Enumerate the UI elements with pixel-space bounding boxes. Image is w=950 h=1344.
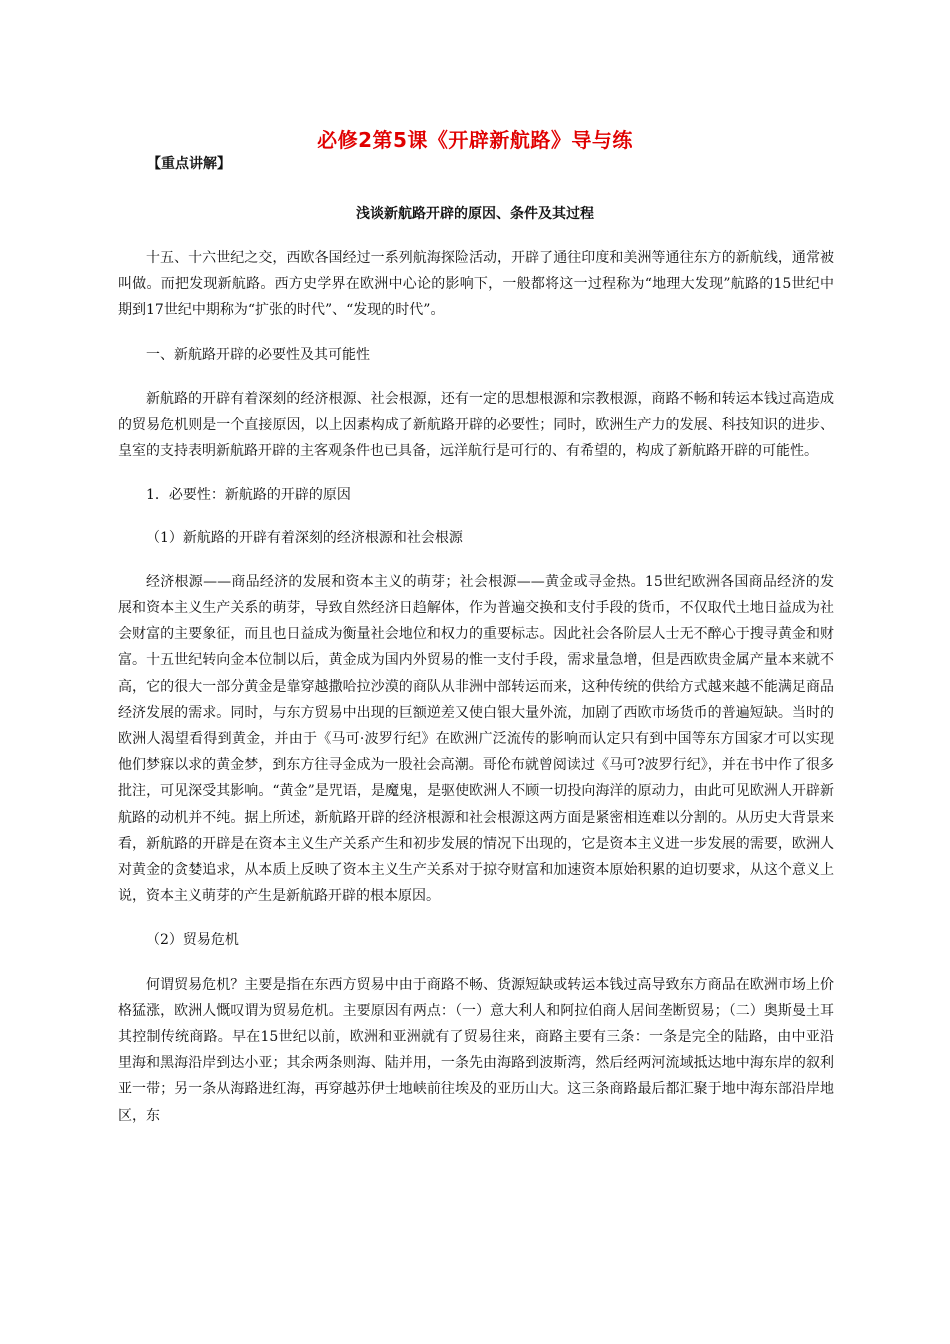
heading-necessity-possibility: 一、新航路开辟的必要性及其可能性 [146, 346, 370, 363]
paragraph-intro: 十五、十六世纪之交，西欧各国经过一系列航海探险活动，开辟了通往印度和美洲等通往东方的新航线，通常被叫做。而把发现新航路。西方史学界在欧洲中心论的影响下，一般都将这一过程称为“地理大发现”航路的15世纪中期到17世纪中期称为“扩张的时代”、“发现的时代”。 [118, 250, 834, 319]
article-subtitle: 浅谈新航路开辟的原因、条件及其过程 [356, 206, 594, 222]
heading-economic-social-roots: （1）新航路的开辟有着深刻的经济根源和社会根源 [146, 529, 463, 546]
paragraph-trade-crisis: 何谓贸易危机？主要是指在东西方贸易中由于商路不畅、货源短缺或转运本钱过高导致东方商品在欧洲市场上价格猛涨，欧洲人慨叹谓为贸易危机。主要原因有两点：（一）意大利人和阿拉伯商人居间垄断贸易；（二）奥斯曼土耳其控制传统商路。早在15世纪以前，欧洲和亚洲就有了贸易往来，商路主要有三条：一条是完全的陆路，由中亚沿里海和黑海沿岸到达小亚；其余两条则海、陆并用，一条先由海路到波斯湾，然后经两河流域抵达地中海东岸的叙利亚一带；另一条从海路进红海，再穿越苏伊士地峡前往埃及的亚历山大。这三条商路最后都汇聚于地中海东部沿岸地区，东 [118, 976, 834, 1124]
paragraph-overview: 新航路的开辟有着深刻的经济根源、社会根源，还有一定的思想根源和宗教根源，商路不畅和转运本钱过高造成的贸易危机则是一个直接原因，以上因素构成了新航路开辟的必要性；同时，欧洲生产力的发展、科技知识的进步、皇室的支持表明新航路开辟的主客观条件也已具备，远洋航行是可行的、有希望的，构成了新航路开辟的可能性。 [118, 390, 834, 460]
section-label: 【重点讲解】 [147, 156, 231, 172]
heading-trade-crisis: （2）贸易危机 [146, 932, 239, 949]
document-title: 必修2第5课《开辟新航路》导与练 [317, 128, 633, 152]
article-body [118, 245, 834, 1129]
paragraph-economic-social: 经济根源——商品经济的发展和资本主义的萌芽；社会根源——黄金或寻金热。15世纪欧洲各国商品经济的发展和资本主义生产关系的萌芽，导致自然经济日趋解体，作为普遍交换和支付手段的货币，不仅取代土地日益成为社会财富的主要象征，而且也日益成为衡量社会地位和权力的重要标志。因此社会各阶层人士无不醉心于搜寻黄金和财富。十五世纪转向金本位制以后，黄金成为国内外贸易的惟一支付手段，需求量急增，但是西欧贵金属产量本来就不高，它的很大一部分黄金是靠穿越撒哈拉沙漠的商队从非洲中部转运而来，这种传统的供给方式越来越不能满足商品经济发展的需求。同时，与东方贸易中出现的巨额逆差又使白银大量外流，加剧了西欧市场货币的普遍短缺。当时的欧洲人渴望看得到黄金，并由于《马可·波罗行纪》在欧洲广泛流传的影响而认定只有到中国等东方国家才可以实现他们梦寐以求的黄金梦，到东方往寻金成为一股社会高潮。哥伦布就曾阅读过《马可?波罗行纪》，并在书中作了很多批注，可见深受其影响。“黄金”是咒语，是魔鬼，是驱使欧洲人不顾一切投向海洋的原动力，由此可见欧洲人开辟新航路的动机并不纯。据上所述，新航路开辟的经济根源和社会根源这两方面是紧密相连难以分割的。从历史大背景来看，新航路的开辟是在资本主义生产关系产生和初步发展的情况下出现的，它是资本主义进一步发展的需要，欧洲人对黄金的贪婪追求，从本质上反映了资本主义生产关系对于掠夺财富和加速资本原始积累的迫切要求，从这个意义上说，资本主义萌芽的产生是新航路开辟的根本原因。 [118, 573, 834, 905]
heading-necessity: 1．必要性：新航路的开辟的原因 [146, 487, 351, 504]
